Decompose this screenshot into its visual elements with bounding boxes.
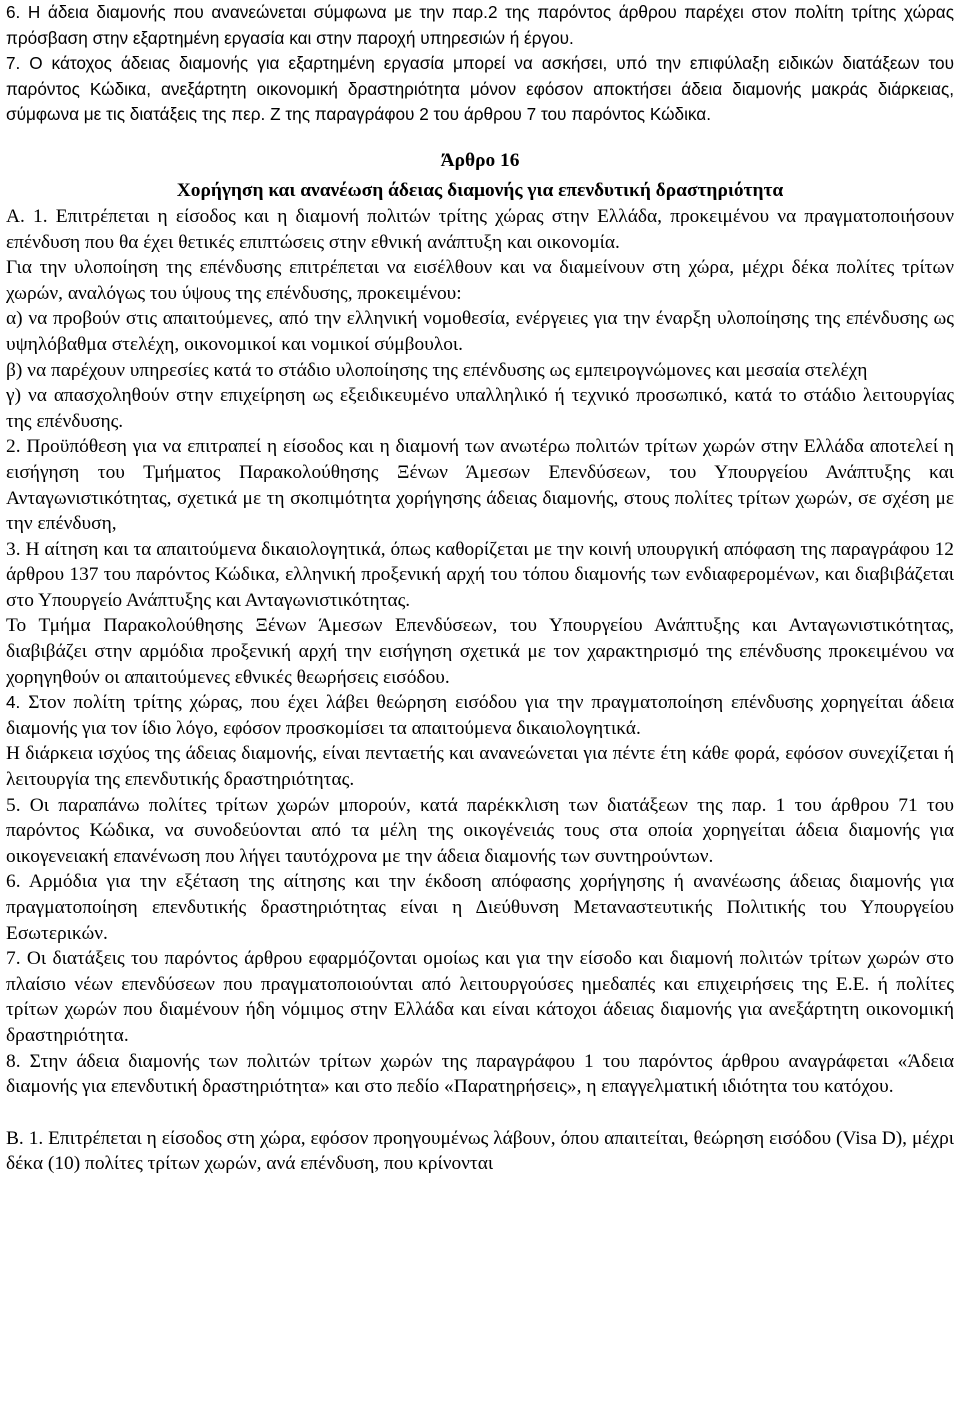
section-a-5: 5. Οι παραπάνω πολίτες τρίτων χωρών μπορούν, κατά παρέκκλιση των διατάξεων της παρ. 1 του άρθρου 71 του παρόντος Κώδικα, να συνοδεύονται από τα μέλη της οικογένειάς τους στα οποία χορηγείται άδεια διαμονής για οικογενειακή επανένωση που λήγει ταυτόχρονα με την άδεια διαμονής των συντηρούντων. bbox=[6, 794, 954, 867]
article-title: Άρθρο 16 bbox=[440, 149, 520, 171]
section-a-4-text: Στον πολίτη τρίτης χώρας, που έχει λάβει θεώρηση εισόδου για την πραγματοποίηση επένδυσης χορηγείται άδεια διαμονής για τον ίδιο λόγο, εφόσον προσκομίσει τα απαιτούμενα δικαιολογητικά. bbox=[6, 692, 954, 739]
section-b-1: Β. 1. Επιτρέπεται η είσοδος στη χώρα, εφόσον προηγουμένως λάβουν, όπου απαιτείται, θεώρηση εισόδου (Visa D), μέχρι δέκα (10) πολίτες τρίτων χωρών, ανά επένδυση, που κρίνονται bbox=[6, 1127, 954, 1175]
section-a-2: 2. Προϋπόθεση για να επιτραπεί η είσοδος και η διαμονή των ανωτέρω πολιτών τρίτων χωρών στην Ελλάδα αποτελεί η εισήγηση του Τμήματος Παρακολούθησης Ξένων Άμεσων Επενδύσεων, του Υπουργείου Ανάπτυξης και Ανταγωνιστικότητας, σχετικά με τη σκοπιμότητα χορήγησης άδειας διαμονής, στους πολίτες τρίτων χωρών, σε σχέση με την επένδυση, bbox=[6, 436, 954, 535]
section-a-4-b: Η διάρκεια ισχύος της άδειας διαμονής, είναι πενταετής και ανανεώνεται για πέντε έτη κάθε φορά, εφόσον συνεχίζεται ή λειτουργία της επενδυτικής δραστηριότητας. bbox=[6, 743, 954, 791]
section-a-1-b: Για την υλοποίηση της επένδυσης επιτρέπεται να εισέλθουν και να διαμείνουν στη χώρα, μέχρι δέκα πολίτες τρίτων χωρών, αναλόγως του ύψους της επένδυσης, προκειμένου: bbox=[6, 257, 954, 304]
section-a-8: 8. Στην άδεια διαμονής των πολιτών τρίτων χωρών της παραγράφου 1 του παρόντος άρθρου αναγράφεται «Άδεια διαμονής για επενδυτική δραστηριότητα» και στο πεδίο «Παρατηρήσεις», η επαγγελματική ιδιότητα του κατόχου. bbox=[6, 1050, 954, 1098]
section-a-3-b: Το Τμήμα Παρακολούθησης Ξένων Άμεσων Επενδύσεων, του Υπουργείου Ανάπτυξης και Ανταγωνιστικότητας, διαβιβάζει στην αρμόδια προξενική αρχή την εισήγηση σχετικά με τον χαρακτηρισμό της επένδυσης προκειμένου να χορηγηθούν οι απαιτούμενες εθνικές θεωρήσεις εισόδου. bbox=[6, 615, 954, 688]
section-a-4-number: 4. bbox=[6, 692, 21, 713]
section-a-1-beta: β) να παρέχουν υπηρεσίες κατά το στάδιο υλοποίησης της επένδυσης ως εμπειρογνώμονες και μεσαία στελέχη bbox=[6, 359, 868, 381]
section-a-4 bbox=[6, 690, 954, 741]
article-subtitle: Χορήγηση και ανανέωση άδειας διαμονής για επενδυτική δραστηριότητα bbox=[176, 179, 784, 201]
paragraph-6: 6. Η άδεια διαμονής που ανανεώνεται σύμφωνα με την παρ.2 της παρόντος άρθρου παρέχει στον πολίτη τρίτης χώρας πρόσβαση στην εξαρτημένη εργασία και στην παροχή υπηρεσιών ή έργου. bbox=[6, 2, 954, 48]
section-a-6: 6. Αρμόδια για την εξέταση της αίτησης και την έκδοση απόφασης χορήγησης ή ανανέωσης άδειας διαμονής για πραγματοποίηση επενδυτικής δραστηριότητας είναι η Διεύθυνση Μεταναστευτικής Πολιτικής του Υπουργείου Εσωτερικών. bbox=[6, 871, 954, 944]
paragraph-7: 7. Ο κάτοχος άδειας διαμονής για εξαρτημένη εργασία μπορεί να ασκήσει, υπό την επιφύλαξη ειδικών διατάξεων του παρόντος Κώδικα, ανεξάρτητη οικονομική δραστηριότητα μόνον εφόσον αποκτήσει άδεια διαμονής μακράς διάρκειας, σύμφωνα με τις διατάξεις της περ. Ζ της παραγράφου 2 του άρθρου 7 του παρόντος Κώδικα. bbox=[6, 53, 954, 125]
section-a-1-alpha: α) να προβούν στις απαιτούμενες, από την ελληνική νομοθεσία, ενέργειες για την έναρξη υλοποίησης της επένδυσης ως υψηλόβαθμα στελέχη, οικονομικοί και νομικοί σύμβουλοι. bbox=[6, 308, 954, 355]
section-a-7: 7. Οι διατάξεις του παρόντος άρθρου εφαρμόζονται ομοίως και για την είσοδο και διαμονή πολιτών τρίτων χωρών στο πλαίσιο νέων επενδύσεων που πραγματοποιούνται από λειτουργούσες ημεδαπές και επιχειρήσεις της Ε.Ε. ή πολίτες τρίτων χωρών που διαμένουν ήδη νόμιμος στην Ελλάδα και είναι κάτοχοι άδειας διαμονής για ανεξάρτητη οικονομική δραστηριότητα. bbox=[6, 948, 954, 1046]
section-a-3: 3. Η αίτηση και τα απαιτούμενα δικαιολογητικά, όπως καθορίζεται με την κοινή υπουργική απόφαση της παραγράφου 12 άρθρου 137 του παρόντος Κώδικα, ελληνική προξενική αρχή του τόπου διαμονής των ενδιαφερομένων, και διαβιβάζεται στο Υπουργείο Ανάπτυξης και Ανταγωνιστικότητας. bbox=[6, 538, 954, 611]
section-a-1-gamma: γ) να απασχοληθούν στην επιχείρηση ως εξειδικευμένο υπαλληλικό ή τεχνικό προσωπικό, κατά το στάδιο λειτουργίας της επένδυσης. bbox=[6, 385, 954, 432]
section-a-1: Α. 1. Επιτρέπεται η είσοδος και η διαμονή πολιτών τρίτης χώρας στην Ελλάδα, προκειμένου να πραγματοποιήσουν επένδυση που θα έχει θετικές επιπτώσεις στην εθνική ανάπτυξη και οικονομία. bbox=[6, 205, 954, 253]
